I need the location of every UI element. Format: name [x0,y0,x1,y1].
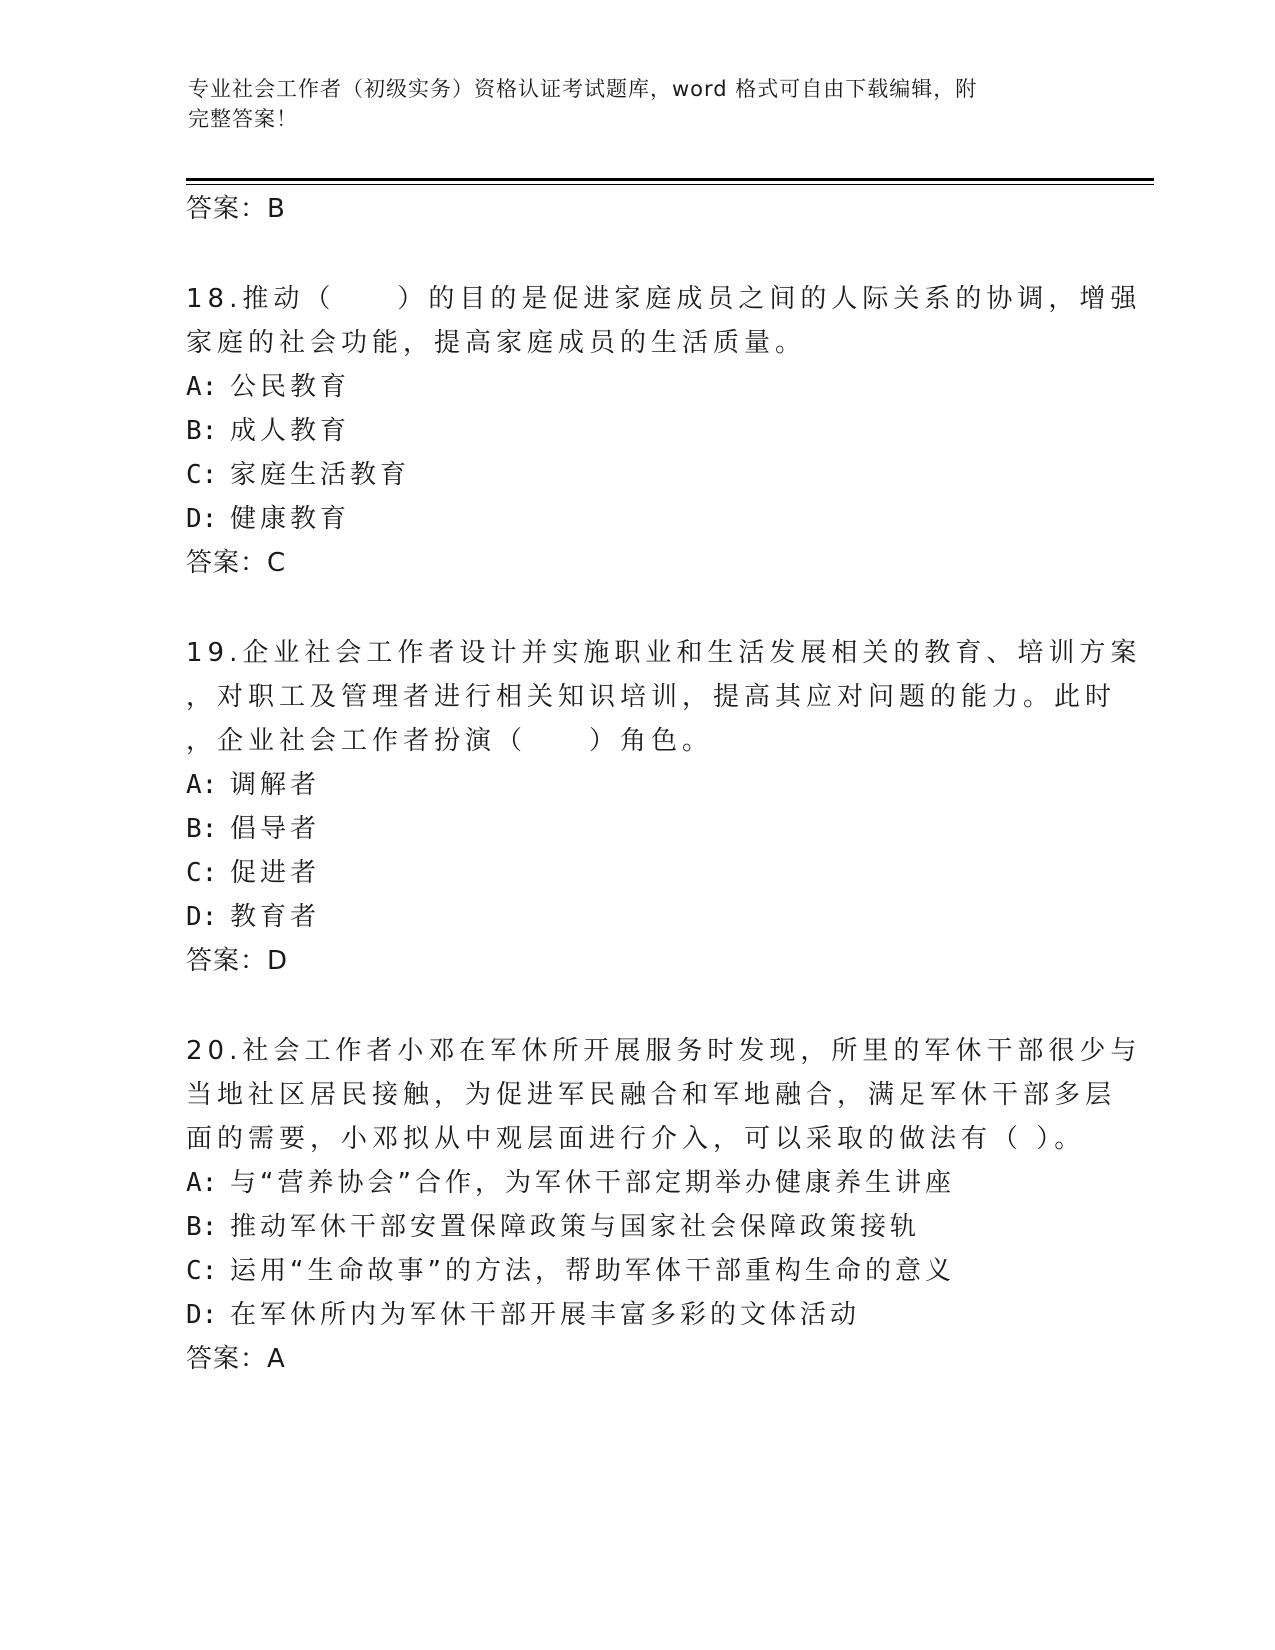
question-20-line-2: 当地社区居民接触，为促进军民融合和军地融合，满足军休干部多层 [186,1080,1117,1110]
question-20-option-b [186,1212,920,1242]
option-letter: A: [186,372,218,402]
option-text: 在军休所内为军休干部开展丰富多彩的文体活动 [230,1300,861,1330]
question-20-line-1: 20.社会工作者小邓在军休所开展服务时发现，所里的军休干部很少与 [186,1036,1142,1066]
option-text: 调解者 [230,770,321,800]
question-18-option-c [186,460,410,490]
option-letter: B: [186,1212,218,1242]
page-header [188,74,1068,134]
option-letter: D: [186,1300,218,1330]
question-20-line-3: 面的需要，小邓拟从中观层面进行介入，可以采取的做法有（ ）。 [186,1124,1086,1154]
question-18-option-b [186,416,350,446]
option-letter: D: [186,902,218,932]
header-rule-thick [186,178,1154,181]
option-text: 公民教育 [230,372,351,402]
option-text: 运用“生命故事”的方法，帮助军体干部重构生命的意义 [230,1256,955,1286]
header-rule-thin [186,184,1154,185]
question-20-option-d [186,1300,860,1330]
question-19-line-1: 19.企业社会工作者设计并实施职业和生活发展相关的教育、培训方案 [186,638,1142,668]
question-18-line-2: 家庭的社会功能，提高家庭成员的生活质量。 [186,328,807,358]
option-letter: A: [186,1168,218,1198]
answer-previous: 答案：B [186,194,286,224]
option-text: 与“营养协会”合作，为军休干部定期举办健康养生讲座 [230,1168,955,1198]
question-19-answer: 答案：D [186,946,289,976]
option-text: 促进者 [230,858,321,888]
question-18-option-a [186,372,350,402]
question-19-line-3: ，企业社会工作者扮演（ ）角色。 [186,726,714,756]
question-19-option-b [186,814,320,844]
question-18-answer: 答案：C [186,548,287,578]
option-text: 家庭生活教育 [230,460,411,490]
option-text: 成人教育 [230,416,351,446]
question-20-option-c [186,1256,955,1286]
option-letter: B: [186,814,218,844]
option-text: 教育者 [230,902,321,932]
question-19-option-a [186,770,320,800]
option-text: 健康教育 [230,504,351,534]
header-line-1: 专业社会工作者（初级实务）资格认证考试题库，word 格式可自由下载编辑，附 [188,77,978,101]
header-line-2: 完整答案！ [188,107,298,131]
question-19-line-2: ，对职工及管理者进行相关知识培训，提高其应对问题的能力。此时 [186,682,1117,712]
option-text: 推动军休干部安置保障政策与国家社会保障政策接轨 [230,1212,921,1242]
question-19-option-c [186,858,320,888]
option-letter: C: [186,858,218,888]
question-19-option-d [186,902,320,932]
option-letter: C: [186,1256,218,1286]
option-letter: C: [186,460,218,490]
question-20-option-a [186,1168,955,1198]
question-18-option-d [186,504,350,534]
option-letter: A: [186,770,218,800]
option-text: 倡导者 [230,814,321,844]
question-18-line-1: 18.推动（ ）的目的是促进家庭成员之间的人际关系的协调，增强 [186,284,1142,314]
option-letter: D: [186,504,218,534]
question-20-answer: 答案：A [186,1344,286,1374]
option-letter: B: [186,416,218,446]
